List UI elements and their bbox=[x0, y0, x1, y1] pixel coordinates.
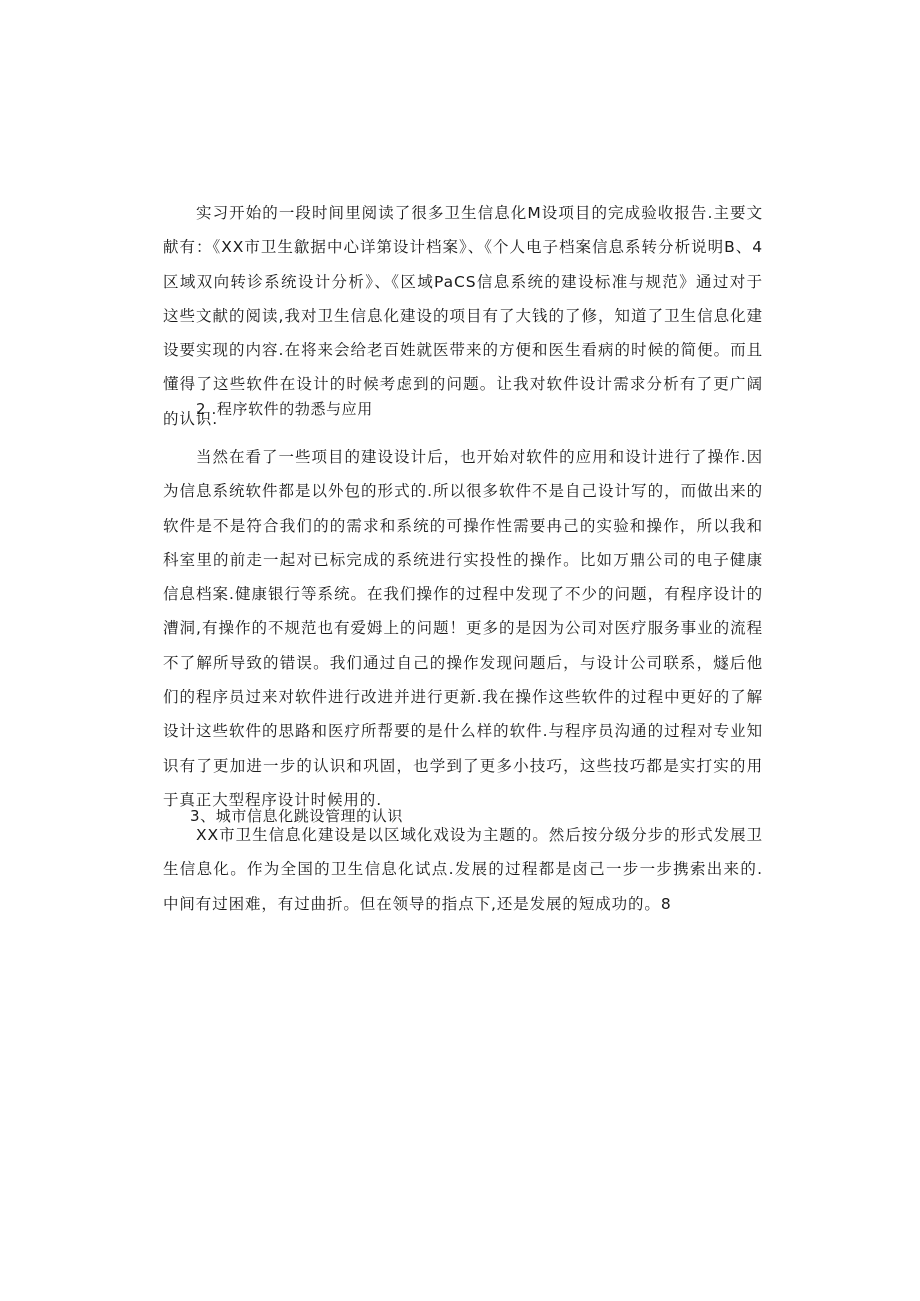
section-heading-city-informatization: 3、城市信息化跳设管理的认识 bbox=[190, 807, 403, 825]
section-heading-software-application: 2 .程序软件的勃悉与应用 bbox=[196, 400, 373, 418]
paragraph-software-operation: 当然在看了一些项目的建设设计后，也开始对软件的应用和设计进行了操作.因为信息系统软件都是以外包的形式的.所以很多软件不是自己设计写的，而做出来的软件是不是符合我们的的需求和系统的可操作性需要冉己的实验和操作，所以我和科室里的前走一起对已标完成的系统进行实投性的操作。比如万鼎公司的电子健康信息档案.健康银行等系统。在我们操作的过程中发现了不少的问题，有程序设计的漕洞,有操作的不规范也有爱姆上的问题！更多的是因为公司对医疗服务事业的流程不了解所导致的错误。我们通过自己的操作发现问题后，与设计公司联系，燧后他们的程序员过来对软件进行改进并进行更新.我在操作这些软件的过程中更好的了解设计这些软件的思路和医疗所帮要的是什么样的软件.与程序员沟通的过程对专业知识有了更加进一步的认识和巩固，也学到了更多小技巧，这些技巧都是实打实的用于真正大型程序设计时候用的. bbox=[163, 448, 763, 809]
paragraph-city-informatization: XX市卫生信息化建设是以区域化戏设为主题的。然后按分级分步的形式发展卫生信息化。作为全国的卫生信息化试点.发展的过程都是卤己一步一步携索出来的.中间有过困难，有过曲折。但在领导的指点下,还是发展的短成功的。8 bbox=[163, 826, 763, 913]
paragraph-literature-review: 实习开始的一段时间里阅读了很多卫生信息化M设项目的完成验收报告.主要文献有：《XX市卫生歙据中心详第设计档案》、《个人电子档案信息系转分析说明B、4区域双向转诊系统设计分析》、《区域PaCS信息系统的建设标准与规范》通过对于这些文献的阅读,我对卫生信息化建设的项目有了大钱的了修，知道了卫生信息化建设要实现的内容.在将来会给老百姓就医带来的方便和医生看病的时候的简便。而且懂得了这些软件在设计的时候考虑到的问题。让我对软件设计需求分析有了更广阔的认识. bbox=[163, 204, 763, 428]
